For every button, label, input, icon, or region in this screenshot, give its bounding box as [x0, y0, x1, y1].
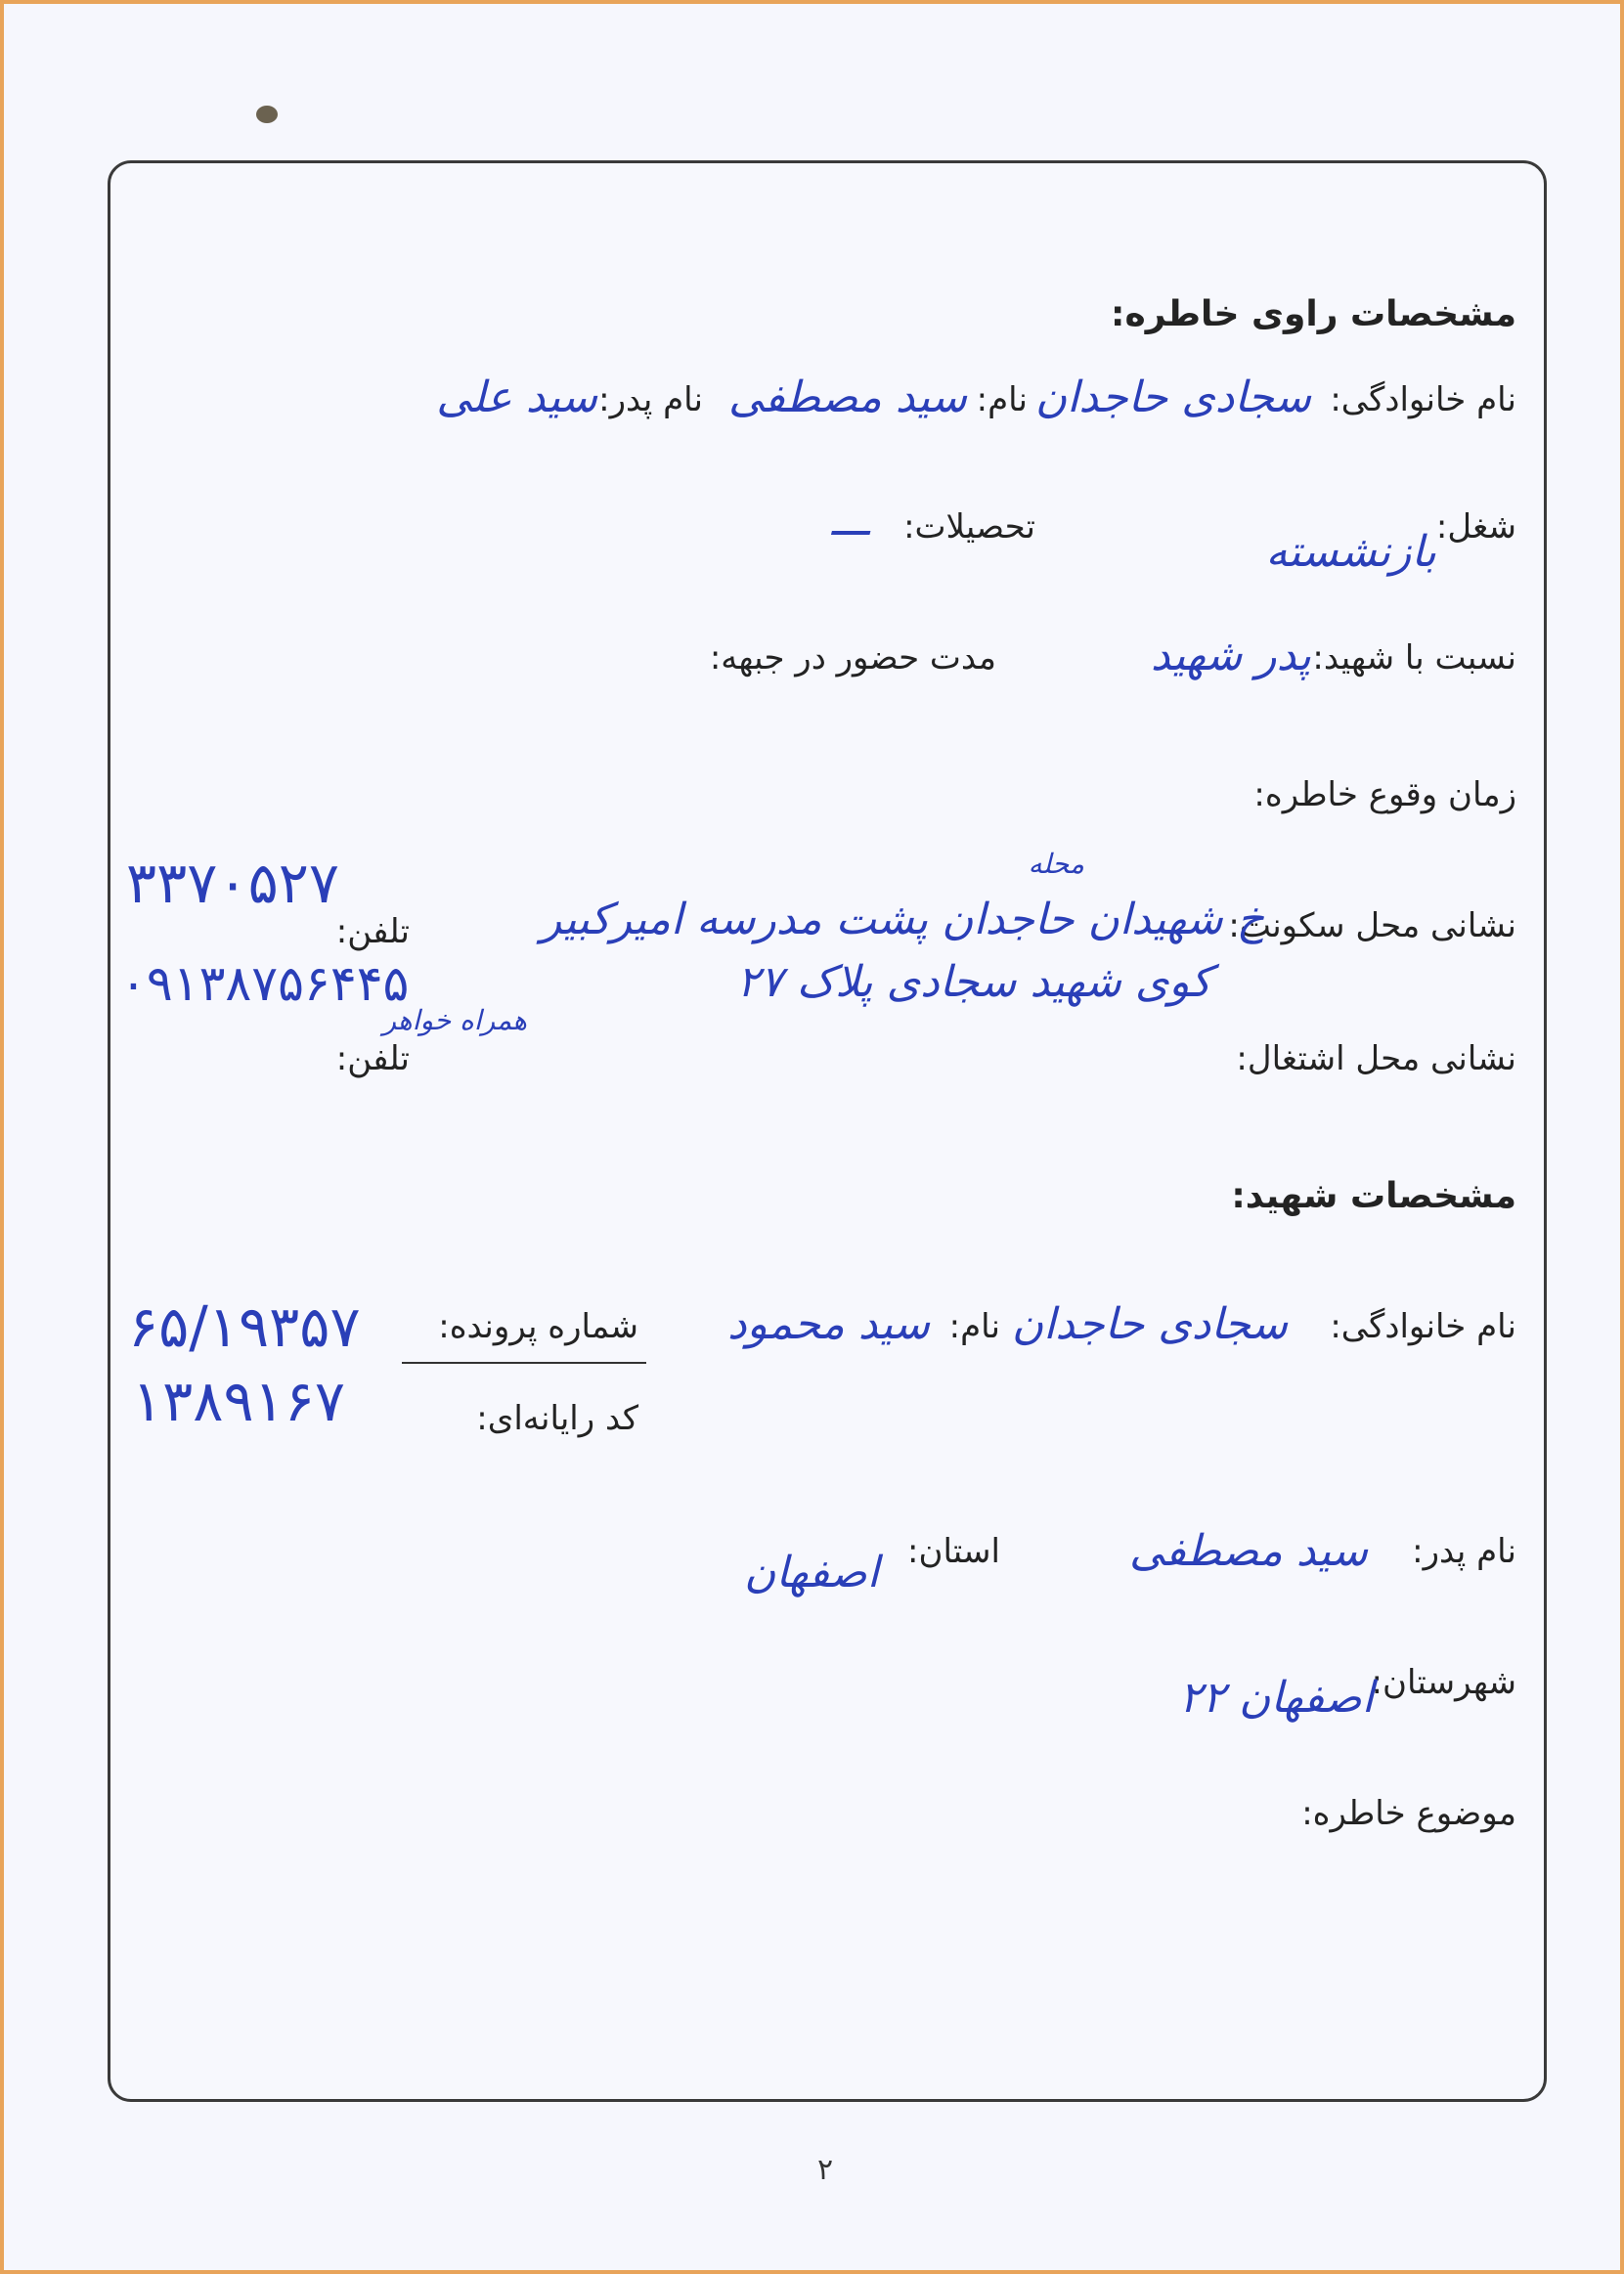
martyr-heading: مشخصات شهید: [1231, 1176, 1516, 1216]
computer-code-value: ۱۳۸۹۱۶۷ [132, 1368, 346, 1434]
file-number-label: شماره پرونده: [438, 1307, 638, 1346]
home-address-line1: خ شهیدان حاجدان پشت مدرسه امیرکبیر [540, 895, 1264, 944]
home-address-label: نشانی محل سکونت: [1228, 906, 1516, 945]
file-number-value: ۶۵/۱۹۳۵۷ [128, 1293, 361, 1360]
memory-time-label: زمان وقوع خاطره: [1253, 775, 1516, 814]
education-label: تحصیلات: [903, 507, 1035, 547]
occupation-value: بازنشسته [1265, 527, 1436, 577]
narrator-family-name-value: سجادی حاجدان [1034, 372, 1311, 422]
education-value: ـــ [831, 496, 869, 546]
martyr-first-name-label: نام: [948, 1307, 1000, 1346]
city-label: شهرستان: [1371, 1663, 1516, 1702]
martyr-family-name-value: سجادی حاجدان [1011, 1299, 1288, 1349]
martyr-father-name-label: نام پدر: [1412, 1532, 1516, 1571]
memory-topic-label: موضوع خاطره: [1301, 1794, 1516, 1833]
martyr-father-name-value: سید مصطفی [1129, 1526, 1368, 1576]
narrator-father-name-value: سید علی [436, 372, 597, 422]
relation-label: نسبت با شهید: [1312, 638, 1516, 678]
home-address-line2: کوی شهید سجادی پلاک ۲۷ [736, 957, 1211, 1007]
martyr-family-name-label: نام خانوادگی: [1330, 1307, 1516, 1346]
mobile-note: همراه خواهر [382, 1004, 527, 1036]
front-duration-label: مدت حضور در جبهه: [709, 638, 996, 678]
city-value: اصفهان ۲۲ [1178, 1673, 1374, 1723]
home-phone-value: ۳۳۷۰۵۲۷ [126, 850, 340, 916]
form-frame [108, 160, 1547, 2102]
narrator-first-name-label: نام: [976, 380, 1028, 419]
home-phone-label: تلفن: [335, 912, 410, 951]
ink-spot [256, 106, 278, 123]
narrator-heading: مشخصات راوی خاطره: [1111, 294, 1516, 334]
file-number-underline [402, 1362, 646, 1364]
occupation-label: شغل: [1435, 507, 1516, 547]
narrator-family-name-label: نام خانوادگی: [1330, 380, 1516, 419]
martyr-first-name-value: سید محمود [727, 1299, 930, 1349]
mobile-value: ۰۹۱۳۸۷۵۶۴۴۵ [120, 955, 410, 1012]
narrator-father-name-label: نام پدر: [598, 380, 703, 419]
province-label: استان: [907, 1532, 1000, 1571]
narrator-first-name-value: سید مصطفی [728, 372, 967, 422]
work-phone-label: تلفن: [335, 1039, 410, 1078]
work-address-label: نشانی محل اشتغال: [1236, 1039, 1516, 1078]
province-value: اصفهان [744, 1548, 879, 1597]
computer-code-label: کد رایانه‌ای: [476, 1399, 638, 1438]
relation-value: پدر شهید [1150, 631, 1311, 680]
page-number: ۲ [816, 2153, 834, 2187]
home-address-note: محله [1028, 848, 1084, 880]
